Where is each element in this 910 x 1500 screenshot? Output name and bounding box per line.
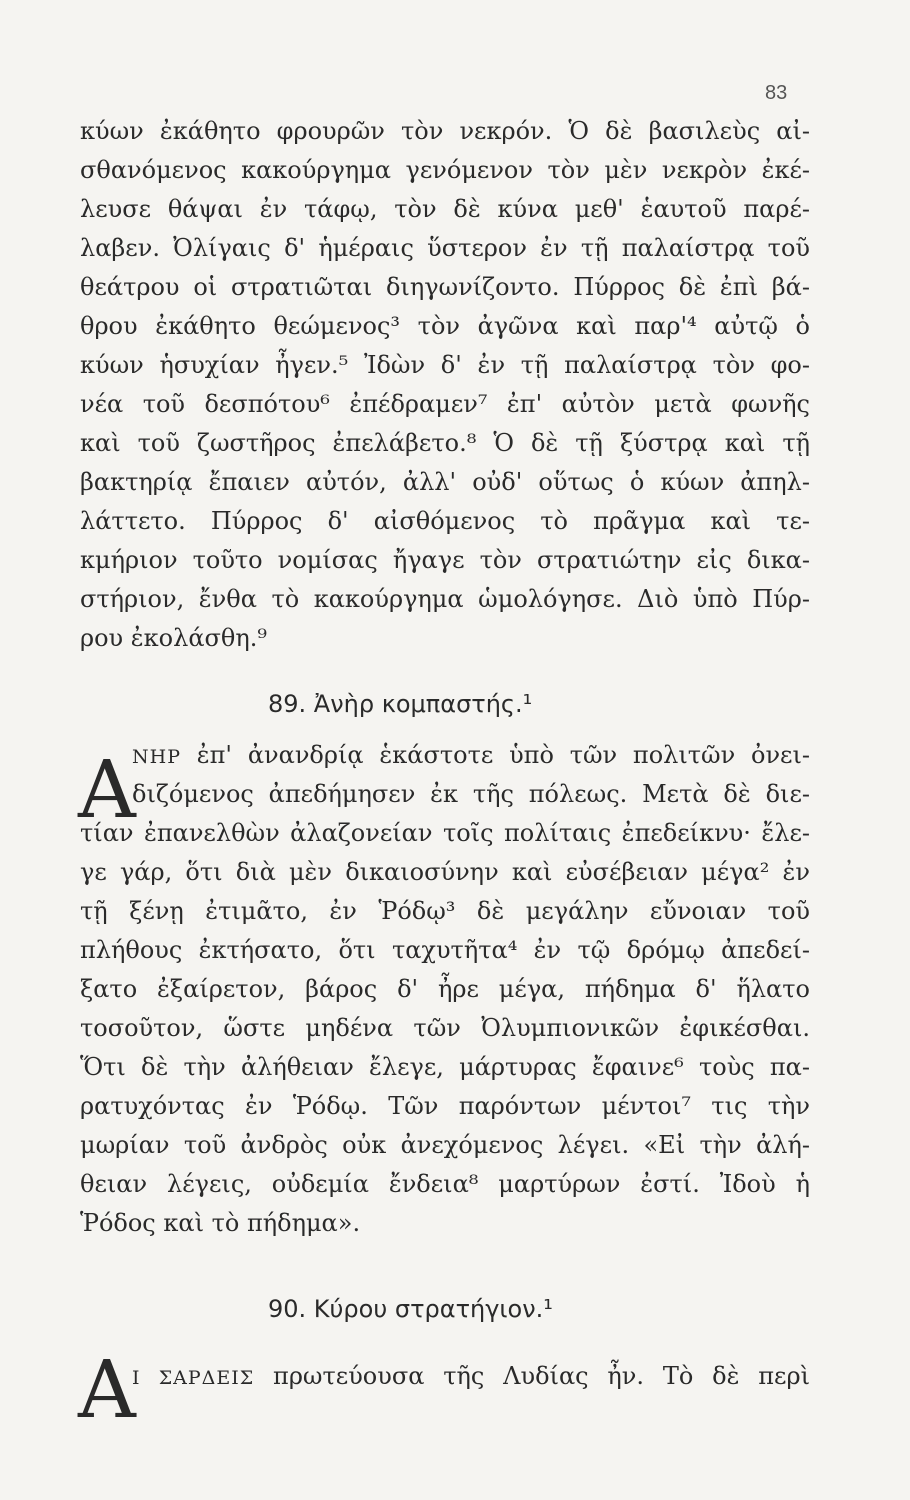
text-line — [80, 1357, 810, 1396]
text-line: ρου ἐκολάσθη.⁹ — [80, 624, 267, 652]
dropcap-90: Α — [78, 1343, 136, 1436]
text-line: κύων ἐκάθητο φρουρῶν τὸν νεκρόν. Ὁ δὲ βασιλεὺς αἰ- — [80, 117, 810, 145]
text-line: θειαν λέγεις, οὐδεμία ἔνδεια⁸ μαρτύρων ἐστί. Ἰδοὺ ἡ — [80, 1170, 810, 1198]
smallcaps-word: Ι ΣΑΡΔΕΙΣ — [132, 1367, 255, 1389]
section-89-body — [80, 736, 810, 1243]
page-number: 83 — [765, 82, 788, 104]
text-fragment: ἐπ' ἀνανδρίᾳ ἑκάστοτε ὑπὸ τῶν πολιτῶν ὀνει- — [180, 741, 810, 769]
text-line: βακτηρίᾳ ἔπαιεν αὐτόν, ἀλλ' οὐδ' οὕτως ὁ κύων ἀπηλ- — [80, 468, 810, 496]
text-line: νέα τοῦ δεσπότου⁶ ἐπέδραμεν⁷ ἐπ' αὐτὸν μετὰ φωνῆς — [80, 390, 810, 418]
text-line: κμήριον τοῦτο νομίσας ἤγαγε τὸν στρατιώτην εἰς δικα- — [80, 546, 810, 574]
section-89-title: 89. Ἀνὴρ κομπαστής.¹ — [268, 690, 533, 718]
text-line: πλήθους ἐκτήσατο, ὅτι ταχυτῆτα⁴ ἐν τῷ δρόμῳ ἀπεδεί- — [80, 936, 810, 964]
text-line: ξατο ἐξαίρετον, βάρος δ' ἦρε μέγα, πήδημα δ' ἥλατο — [80, 975, 810, 1003]
text-line: Ῥόδος καὶ τὸ πήδημα». — [80, 1209, 361, 1237]
text-line: στήριον, ἔνθα τὸ κακούργημα ὡμολόγησε. Διὸ ὑπὸ Πύρ- — [80, 585, 810, 613]
text-fragment: πρωτεύουσα τῆς Λυδίας ἦν. Τὸ δὲ περὶ — [254, 1362, 810, 1390]
section-90-body — [80, 1357, 810, 1396]
text-line: Ὅτι δὲ τὴν ἀλήθειαν ἔλεγε, μάρτυρας ἔφαινε⁶ τοὺς πα- — [80, 1053, 810, 1081]
paragraph-continued — [80, 112, 810, 658]
text-line: κύων ἡσυχίαν ἦγεν.⁵ Ἰδὼν δ' ἐν τῇ παλαίστρᾳ τὸν φο- — [80, 351, 810, 379]
text-line: σθανόμενος κακούργημα γενόμενον τὸν μὲν νεκρὸν ἐκέ- — [80, 156, 810, 184]
text-line: λάττετο. Πύρρος δ' αἰσθόμενος τὸ πρᾶγμα καὶ τε- — [80, 507, 810, 535]
text-line: μωρίαν τοῦ ἀνδρὸς οὐκ ἀνεχόμενος λέγει. «Εἰ τὴν ἀλή- — [80, 1131, 810, 1159]
section-90-title: 90. Κύρου στρατήγιον.¹ — [268, 1295, 553, 1323]
text-line: τίαν ἐπανελθὼν ἀλαζονείαν τοῖς πολίταις ἐπεδείκνυ· ἔλε- — [80, 819, 810, 847]
text-line: τοσοῦτον, ὥστε μηδένα τῶν Ὀλυμπιονικῶν ἐφικέσθαι. — [80, 1014, 810, 1042]
text-line: γε γάρ, ὅτι διὰ μὲν δικαιοσύνην καὶ εὐσέβειαν μέγα² ἐν — [80, 858, 810, 886]
dropcap-89: Α — [78, 743, 136, 836]
text-line: θεάτρου οἱ στρατιῶται διηγωνίζοντο. Πύρρος δὲ ἐπὶ βά- — [80, 273, 810, 301]
text-line: λαβεν. Ὀλίγαις δ' ἡμέραις ὕστερον ἐν τῇ παλαίστρᾳ τοῦ — [80, 234, 810, 262]
smallcaps-word: ΝΗΡ — [132, 746, 181, 768]
text-line: λευσε θάψαι ἐν τάφῳ, τὸν δὲ κύνα μεθ' ἑαυτοῦ παρέ- — [80, 195, 810, 223]
text-line — [80, 736, 810, 775]
text-line: καὶ τοῦ ζωστῆρος ἐπελάβετο.⁸ Ὁ δὲ τῇ ξύστρᾳ καὶ τῇ — [80, 429, 810, 457]
text-line: ρατυχόντας ἐν Ῥόδῳ. Τῶν παρόντων μέντοι⁷ τις τὴν — [80, 1092, 810, 1120]
text-line: διζόμενος ἀπεδήμησεν ἐκ τῆς πόλεως. Μετὰ δὲ διε- — [132, 780, 810, 808]
text-line: τῇ ξένῃ ἐτιμᾶτο, ἐν Ῥόδῳ³ δὲ μεγάλην εὔνοιαν τοῦ — [80, 897, 810, 925]
text-line: θρου ἐκάθητο θεώμενος³ τὸν ἀγῶνα καὶ παρ'⁴ αὐτῷ ὁ — [80, 312, 810, 340]
